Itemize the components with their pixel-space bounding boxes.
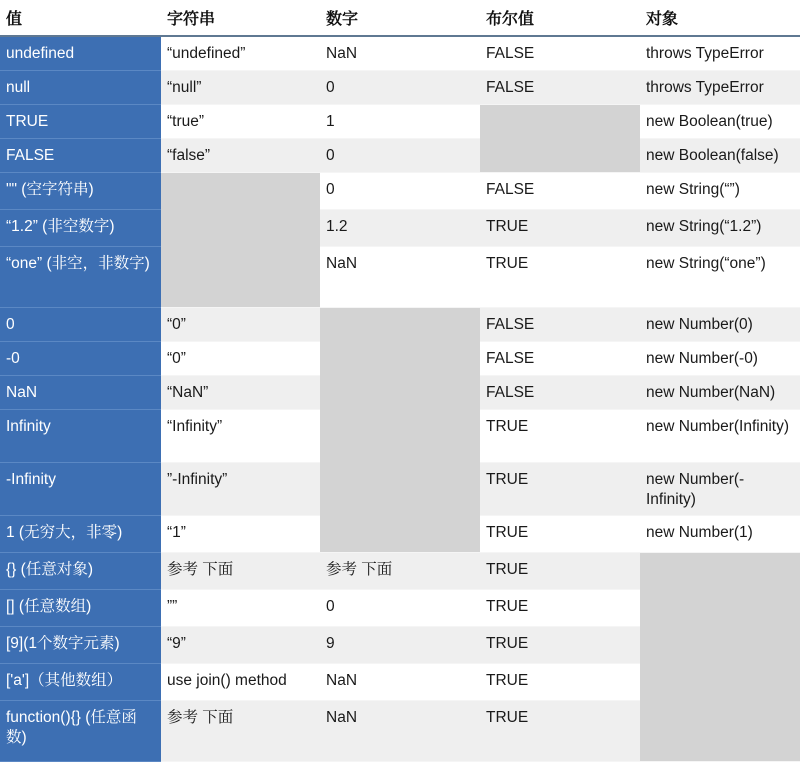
object-cell: new String(“1.2”)	[640, 210, 800, 247]
number-cell: 0	[320, 590, 480, 627]
boolean-cell: FALSE	[480, 376, 640, 410]
boolean-cell: TRUE	[480, 664, 640, 701]
header-row	[0, 0, 800, 36]
string-cell-not-applicable	[161, 173, 320, 308]
value-cell: [9](1个数字元素)	[0, 627, 161, 664]
object-cell: new Number(NaN)	[640, 376, 800, 410]
table-row	[0, 210, 800, 247]
boolean-cell: FALSE	[480, 342, 640, 376]
value-cell: undefined	[0, 36, 161, 71]
object-cell-not-applicable	[640, 553, 800, 762]
string-cell: “0”	[161, 342, 320, 376]
object-cell: new Number(0)	[640, 308, 800, 342]
boolean-cell: TRUE	[480, 410, 640, 463]
boolean-cell-not-applicable	[480, 105, 640, 173]
header-number: 数字	[320, 0, 480, 36]
table-row	[0, 173, 800, 210]
number-cell: 1	[320, 105, 480, 139]
value-cell: -0	[0, 342, 161, 376]
table-row	[0, 553, 800, 590]
number-cell: 9	[320, 627, 480, 664]
header-object: 对象	[640, 0, 800, 36]
object-cell: new String(“”)	[640, 173, 800, 210]
number-cell: NaN	[320, 701, 480, 762]
number-cell: 参考 下面	[320, 553, 480, 590]
value-cell: 0	[0, 308, 161, 342]
object-cell: throws TypeError	[640, 36, 800, 71]
value-cell: null	[0, 71, 161, 105]
string-cell: “false”	[161, 139, 320, 173]
table-row	[0, 139, 800, 173]
boolean-cell: FALSE	[480, 308, 640, 342]
object-cell: new Number(Infinity)	[640, 410, 800, 463]
string-cell: “null”	[161, 71, 320, 105]
boolean-cell: TRUE	[480, 590, 640, 627]
boolean-cell: TRUE	[480, 553, 640, 590]
value-cell: “1.2” (非空数字)	[0, 210, 161, 247]
string-cell: “9”	[161, 627, 320, 664]
value-cell: 1 (无穷大，非零)	[0, 516, 161, 553]
number-cell: 1.2	[320, 210, 480, 247]
value-cell: {} (任意对象)	[0, 553, 161, 590]
value-cell: -Infinity	[0, 463, 161, 516]
value-cell: “one” (非空，非数字)	[0, 247, 161, 308]
boolean-cell: TRUE	[480, 627, 640, 664]
value-cell: [] (任意数组)	[0, 590, 161, 627]
boolean-cell: FALSE	[480, 36, 640, 71]
value-cell: NaN	[0, 376, 161, 410]
value-cell: TRUE	[0, 105, 161, 139]
boolean-cell: TRUE	[480, 516, 640, 553]
value-cell: "" (空字符串)	[0, 173, 161, 210]
boolean-cell: TRUE	[480, 210, 640, 247]
object-cell: new Number(-0)	[640, 342, 800, 376]
object-cell: new String(“one”)	[640, 247, 800, 308]
object-cell: throws TypeError	[640, 71, 800, 105]
string-cell: “NaN”	[161, 376, 320, 410]
header-boolean: 布尔值	[480, 0, 640, 36]
number-cell: NaN	[320, 664, 480, 701]
value-cell: Infinity	[0, 410, 161, 463]
header-string: 字符串	[161, 0, 320, 36]
table-row	[0, 308, 800, 342]
value-cell: function(){} (任意函数)	[0, 701, 161, 762]
table-row	[0, 36, 800, 71]
object-cell: new Number(1)	[640, 516, 800, 553]
number-cell: 0	[320, 71, 480, 105]
table-row	[0, 105, 800, 139]
table-row	[0, 247, 800, 308]
boolean-cell: TRUE	[480, 247, 640, 308]
string-cell: “0”	[161, 308, 320, 342]
value-cell: FALSE	[0, 139, 161, 173]
number-cell: NaN	[320, 247, 480, 308]
boolean-cell: TRUE	[480, 463, 640, 516]
string-cell: ”-Infinity”	[161, 463, 320, 516]
string-cell: use join() method	[161, 664, 320, 701]
string-cell: “undefined”	[161, 36, 320, 71]
string-cell: “true”	[161, 105, 320, 139]
string-cell: 参考 下面	[161, 553, 320, 590]
boolean-cell: FALSE	[480, 173, 640, 210]
boolean-cell: TRUE	[480, 701, 640, 762]
object-cell: new Boolean(false)	[640, 139, 800, 173]
string-cell: ””	[161, 590, 320, 627]
string-cell: 参考 下面	[161, 701, 320, 762]
string-cell: “Infinity”	[161, 410, 320, 463]
object-cell: new Boolean(true)	[640, 105, 800, 139]
table-row	[0, 71, 800, 105]
number-cell: 0	[320, 173, 480, 210]
string-cell: “1”	[161, 516, 320, 553]
number-cell-not-applicable	[320, 308, 480, 553]
header-value: 值	[0, 0, 161, 36]
number-cell: NaN	[320, 36, 480, 71]
value-cell: ['a']（其他数组）	[0, 664, 161, 701]
object-cell: new Number(-Infinity)	[640, 463, 800, 516]
boolean-cell: FALSE	[480, 71, 640, 105]
number-cell: 0	[320, 139, 480, 173]
